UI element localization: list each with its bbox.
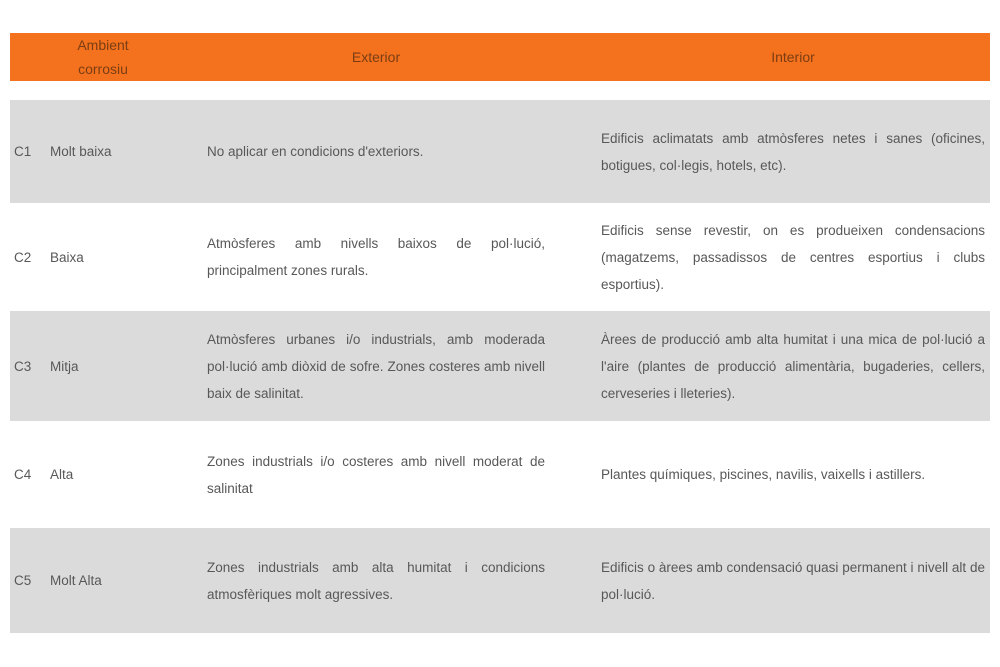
header-exterior: Exterior	[351, 49, 401, 65]
row-code: C2	[14, 249, 32, 265]
header-interior: Interior	[771, 49, 815, 65]
corrosion-table	[10, 33, 990, 633]
row-interior-text: Edificis o àrees amb condensació quasi permanent i nivell alt de pol·lució.	[601, 559, 985, 602]
row-interior-text: Àrees de producció amb alta humitat i una mica de pol·lució a l'aire (plantes de producció alimentària, bugaderies, cellers, cerveseries i lleteries).	[601, 331, 985, 401]
row-exterior-text: Atmòsferes amb nivells baixos de pol·lució, principalment zones rurals.	[207, 236, 545, 278]
row-level: Baixa	[50, 249, 84, 265]
table-row-c5	[10, 528, 990, 633]
row-code: C4	[14, 467, 32, 482]
table-row-c3	[10, 311, 990, 421]
row-exterior-text: Atmòsferes urbanes i/o industrials, amb moderada pol·lució amb diòxid de sofre. Zones costeres amb nivell baix de salinitat.	[207, 331, 545, 401]
row-interior-text: Edificis aclimatats amb atmòsferes netes i sanes (oficines, botigues, col·legis, hotels, etc).	[601, 130, 985, 173]
table-row-c1	[10, 100, 990, 203]
row-interior-text: Plantes químiques, piscines, navilis, vaixells i astillers.	[601, 467, 926, 482]
row-level: Mitja	[50, 358, 79, 374]
header-ambient-corrosiu-label: Ambient corrosiu	[77, 37, 129, 77]
row-level: Molt baixa	[50, 144, 112, 159]
row-code: C1	[14, 144, 32, 159]
row-exterior-text: No aplicar en condicions d'exteriors.	[207, 144, 424, 159]
row-code: C5	[14, 573, 32, 588]
header-ambient-corrosiu	[10, 33, 196, 81]
table-row-c2	[10, 203, 990, 311]
table-row-c4	[10, 421, 990, 528]
row-exterior-text: Zones industrials i/o costeres amb nivell moderat de salinitat	[207, 453, 545, 496]
row-level: Alta	[50, 467, 74, 482]
row-exterior-text: Zones industrials amb alta humitat i condicions atmosfèriques molt agressives.	[207, 559, 545, 602]
row-interior-text: Edificis sense revestir, on es produeixen condensacions (magatzems, passadissos de centres esportius i clubs esportius).	[601, 222, 985, 292]
table-header	[10, 33, 990, 81]
row-code: C3	[14, 358, 32, 374]
row-level: Molt Alta	[50, 573, 102, 588]
